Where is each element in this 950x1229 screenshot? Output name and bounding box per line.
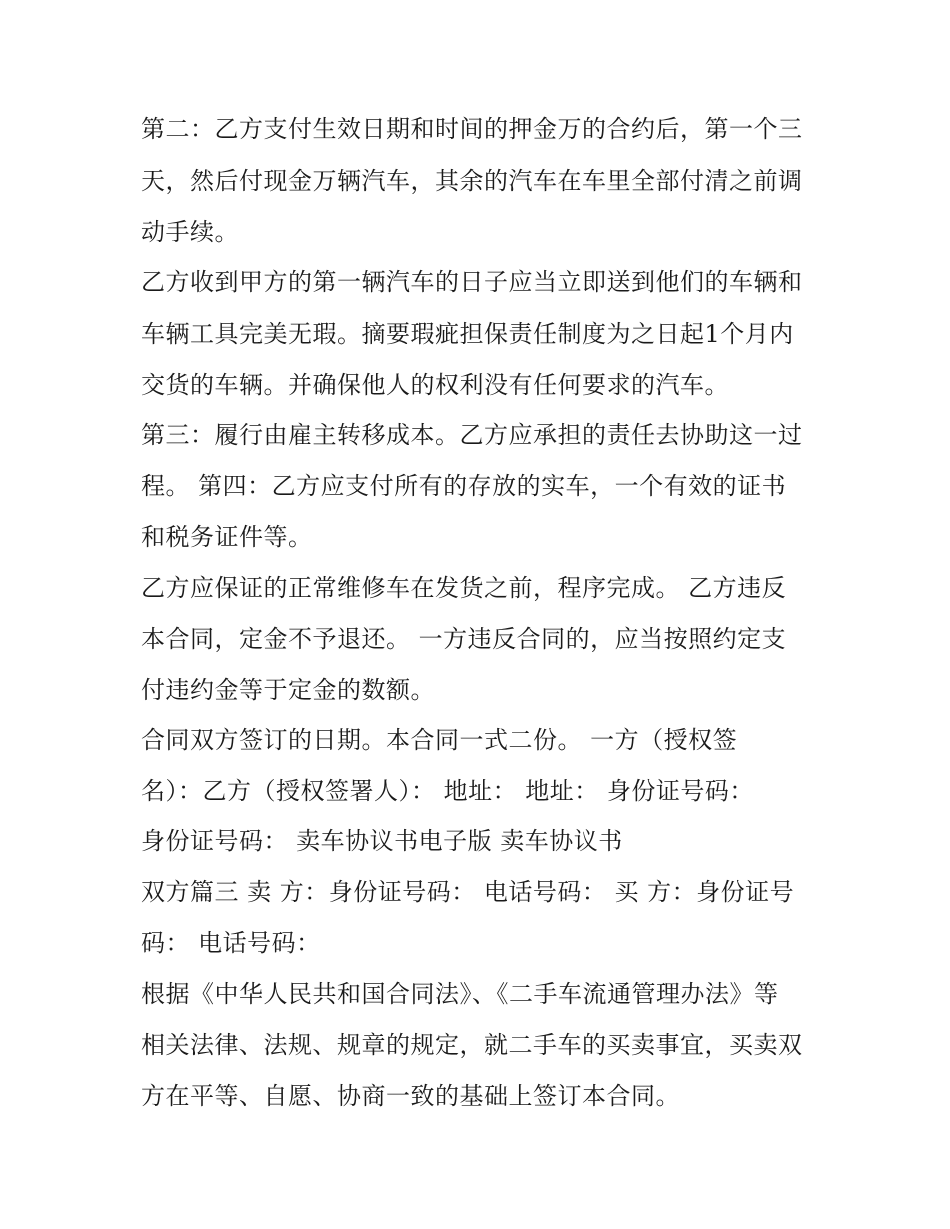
text-line: 第二：乙方支付生效日期和时间的押金万的合约后，第一个三 bbox=[141, 115, 803, 143]
text-line: 付违约金等于定金的数额。 bbox=[141, 676, 435, 704]
text-line: 乙方应保证的正常维修车在发货之前，程序完成。 乙方违反 bbox=[141, 574, 787, 602]
text-line: 根据《中华人民共和国合同法》、《二手车流通管理办法》等 bbox=[141, 980, 779, 1008]
text-line: 身份证号码： 卖车协议书电子版 卖车协议书 bbox=[141, 827, 623, 855]
text-line: 交货的车辆。并确保他人的权利没有任何要求的汽车。 bbox=[141, 371, 729, 399]
text-line: 天，然后付现金万辆汽车，其余的汽车在车里全部付清之前调 bbox=[141, 167, 803, 195]
text-line: 程。 第四：乙方应支付所有的存放的实车，一个有效的证书 bbox=[141, 472, 787, 500]
text-line: 码： 电话号码： bbox=[141, 929, 321, 957]
text-line: 车辆工具完美无瑕。摘要瑕疵担保责任制度为之日起1个月内 bbox=[141, 320, 794, 348]
text-line: 和税务证件等。 bbox=[141, 523, 313, 551]
text-line: 方在平等、自愿、协商一致的基础上签订本合同。 bbox=[141, 1082, 680, 1110]
text-line: 本合同，定金不予退还。 一方违反合同的，应当按照约定支 bbox=[141, 625, 787, 653]
text-line: 双方篇三 卖 方：身份证号码： 电话号码： 买 方：身份证号 bbox=[141, 878, 795, 906]
text-line: 乙方收到甲方的第一辆汽车的日子应当立即送到他们的车辆和 bbox=[141, 268, 803, 296]
text-line: 相关法律、法规、规章的规定，就二手车的买卖事宜，买卖双 bbox=[141, 1031, 803, 1059]
text-line: 第三：履行由雇主转移成本。乙方应承担的责任去协助这一过 bbox=[141, 421, 803, 449]
text-line: 动手续。 bbox=[141, 218, 239, 246]
text-line: 名）：乙方（授权签署人）： 地址： 地址： 身份证号码： bbox=[141, 777, 754, 805]
text-line: 合同双方签订的日期。本合同一式二份。 一方（授权签 bbox=[141, 726, 738, 754]
